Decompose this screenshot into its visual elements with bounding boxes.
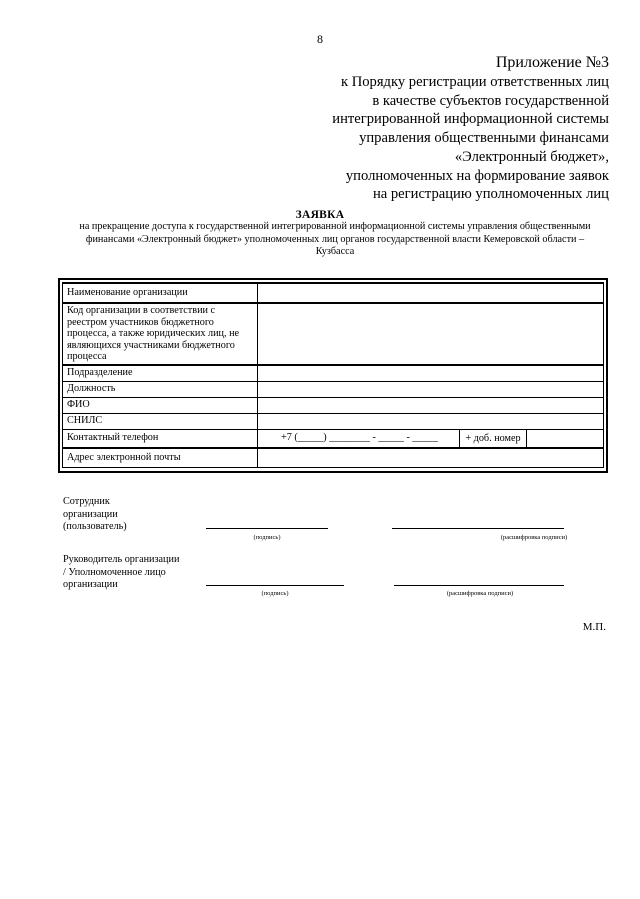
head-label-line: Руководитель организации [63,554,180,565]
document-subtitle [55,221,615,259]
snils-label: СНИЛС [63,413,258,429]
form-row-position [63,381,604,397]
phone-label: Контактный телефон [63,429,258,448]
org-code-label-line: Код организации в соответствии с [67,305,216,316]
subtitle-line: Кузбасса [315,246,355,258]
form-row-phone [63,429,604,448]
employee-label-line: организации [63,508,118,520]
seal-placeholder: М.П. [582,621,606,633]
employee-label-line: (пользователь) [63,521,127,532]
appendix-line: «Электронный бюджет», [454,148,609,165]
email-field[interactable] [258,448,604,468]
employee-signature-caption: (подпись) [253,534,281,541]
form-row-snils [63,413,604,429]
form-row-fio [63,397,604,413]
form-row-email [63,448,604,468]
snils-field[interactable] [258,413,604,429]
appendix-title: Приложение №3 [495,54,609,71]
head-decoding-line[interactable] [394,585,564,586]
org-code-label [63,303,258,365]
employee-label-line: Сотрудник [63,496,110,507]
department-label: Подразделение [63,365,258,382]
head-label-line: организации [63,579,118,590]
head-signature-caption: (подпись) [261,590,289,597]
org-code-label-line: являющихся участниками бюджетного [67,339,235,351]
employee-signature-label [63,496,127,534]
position-label: Должность [63,381,258,397]
document-title: ЗАЯВКА [295,209,345,221]
appendix-line: в качестве субъектов государственной [372,92,609,109]
employee-decoding-line[interactable] [392,528,564,529]
appendix-line: интегрированной информационной системы [332,111,609,128]
form-row-department [63,365,604,382]
phone-field[interactable] [258,429,604,448]
employee-decoding-caption: (расшифровка подписи) [500,534,568,541]
email-label: Адрес электронной почты [63,448,258,468]
head-label-line: / Уполномоченное лицо [63,566,166,578]
org-code-label-line: реестром участников бюджетного [67,316,214,328]
org-code-label-line: процесса, а также юридических лиц, не [67,328,240,339]
request-form-table [62,282,604,468]
fio-field[interactable] [258,397,604,413]
page-number: 8 [317,32,323,46]
appendix-line: уполномоченных на формирование заявок [345,167,609,184]
subtitle-line: финансами «Электронный бюджет» уполномоченных лиц органов государственной власти Кемеровской области – [85,233,585,245]
appendix-header [332,53,609,204]
subtitle-line: на прекращение доступа к государственной интегрированной информационной системы управления общественными [79,221,591,232]
form-row-org-code [63,303,604,365]
extension-label: + доб. номер [459,430,527,447]
org-code-label-line: процесса [67,351,107,362]
org-name-label: Наименование организации [63,283,258,303]
org-name-field[interactable] [258,283,604,303]
phone-pattern: +7 (_____) ________ - _____ - _____ [281,432,438,444]
org-code-field[interactable] [258,303,604,365]
appendix-line: к Порядку регистрации ответственных лиц [340,74,609,90]
head-signature-label [63,554,179,592]
employee-signature-line[interactable] [206,528,328,529]
appendix-line: на регистрацию уполномоченных лиц [372,186,609,203]
fio-label: ФИО [63,397,258,413]
form-row-org-name [63,283,604,303]
head-signature-line[interactable] [206,585,344,586]
position-field[interactable] [258,381,604,397]
appendix-line: управления общественными финансами [359,130,609,147]
extension-field[interactable] [527,430,603,447]
department-field[interactable] [258,365,604,382]
head-decoding-caption: (расшифровка подписи) [446,590,514,597]
